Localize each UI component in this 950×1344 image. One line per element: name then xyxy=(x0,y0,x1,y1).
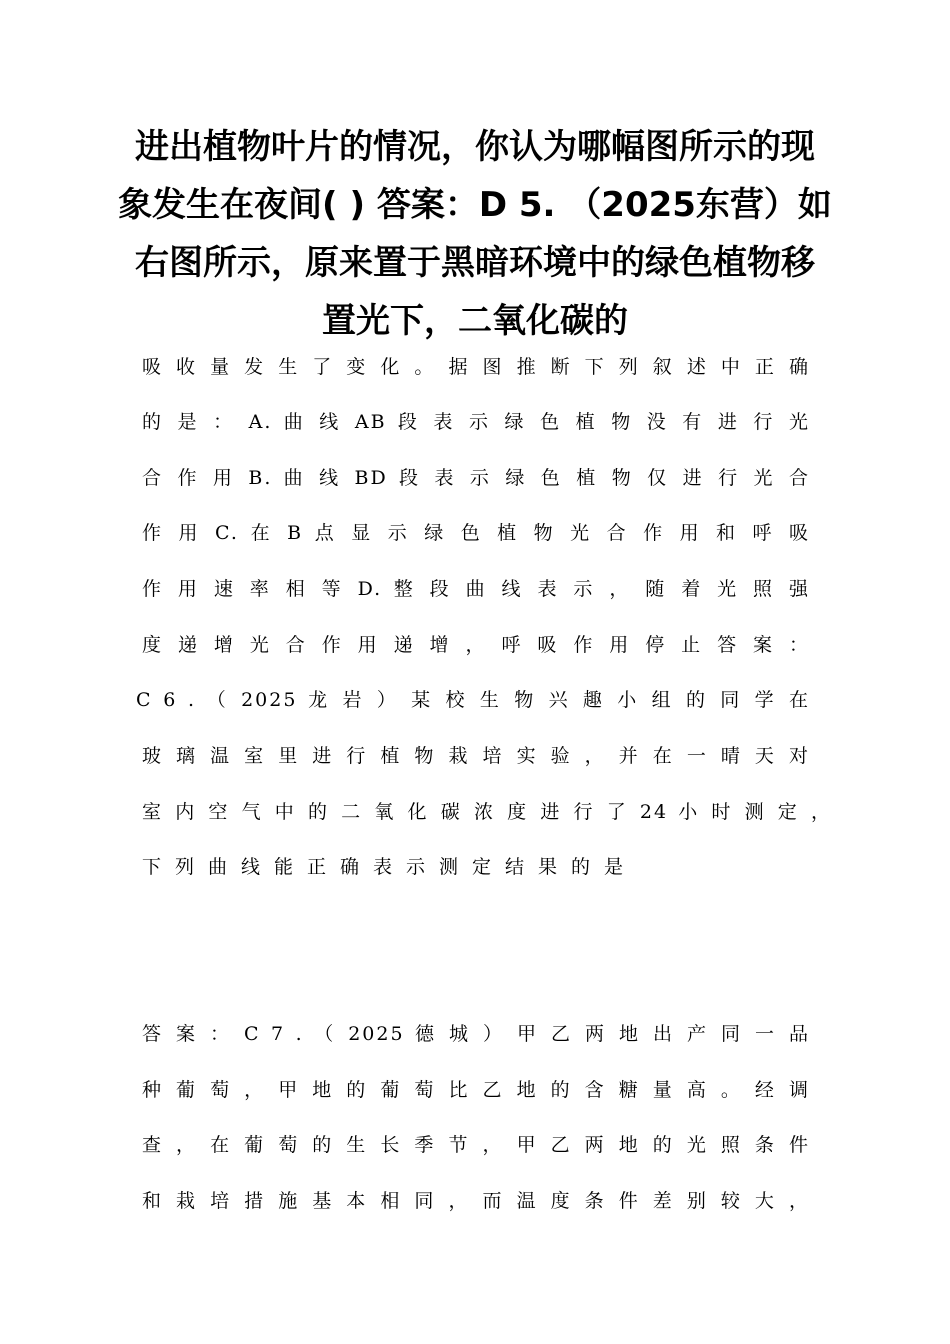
body-text-line: C 6 . （ 2025 龙 岩 ） 某 校 生 物 兴 趣 小 组 的 同 学 在 xyxy=(136,689,810,711)
document-heading xyxy=(0,118,950,350)
heading-line: 进出植物叶片的情况，你认为哪幅图所示的现 xyxy=(135,127,815,167)
body-text-line: 的 是 ： A. 曲 线 AB 段 表 示 绿 色 植 物 没 有 进 行 光 xyxy=(142,411,810,433)
body-text-line: 查 ， 在 葡 萄 的 生 长 季 节 ， 甲 乙 两 地 的 光 照 条 件 xyxy=(142,1134,810,1156)
body-text-line: 室 内 空 气 中 的 二 氧 化 碳 浓 度 进 行 了 24 小 时 测 定 ， xyxy=(142,801,832,823)
body-text-line: 玻 璃 温 室 里 进 行 植 物 栽 培 实 验 ， 并 在 一 晴 天 对 xyxy=(142,745,810,767)
body-text-line: 吸 收 量 发 生 了 变 化 。 据 图 推 断 下 列 叙 述 中 正 确 xyxy=(142,356,810,378)
body-text-line: 答 案 ： C 7 . （ 2025 德 城 ） 甲 乙 两 地 出 产 同 一 品 xyxy=(142,1023,810,1045)
body-text-line: 度 递 增 光 合 作 用 递 增 ， 呼 吸 作 用 停 止 答 案 ： xyxy=(142,634,810,656)
body-text-line: 种 葡 萄 ， 甲 地 的 葡 萄 比 乙 地 的 含 糖 量 高 。 经 调 xyxy=(142,1079,810,1101)
heading-line: 象发生在夜间( ) 答案：D 5. （2025东营）如 xyxy=(118,185,832,225)
body-text-line: 作 用 速 率 相 等 D. 整 段 曲 线 表 示 ， 随 着 光 照 强 xyxy=(142,578,810,600)
body-text-line: 和 栽 培 措 施 基 本 相 同 ， 而 温 度 条 件 差 别 较 大 ， xyxy=(142,1190,810,1212)
body-text-line: 作 用 C. 在 B 点 显 示 绿 色 植 物 光 合 作 用 和 呼 吸 xyxy=(142,522,810,544)
body-text-line: 合 作 用 B. 曲 线 BD 段 表 示 绿 色 植 物 仅 进 行 光 合 xyxy=(142,467,810,489)
figure-placeholder xyxy=(142,900,810,1010)
body-text-line: 下列曲线能正确表示测定结果的是 xyxy=(142,856,638,878)
heading-line: 置光下，二氧化碳的 xyxy=(322,301,628,341)
heading-line: 右图所示，原来置于黑暗环境中的绿色植物移 xyxy=(135,243,815,283)
